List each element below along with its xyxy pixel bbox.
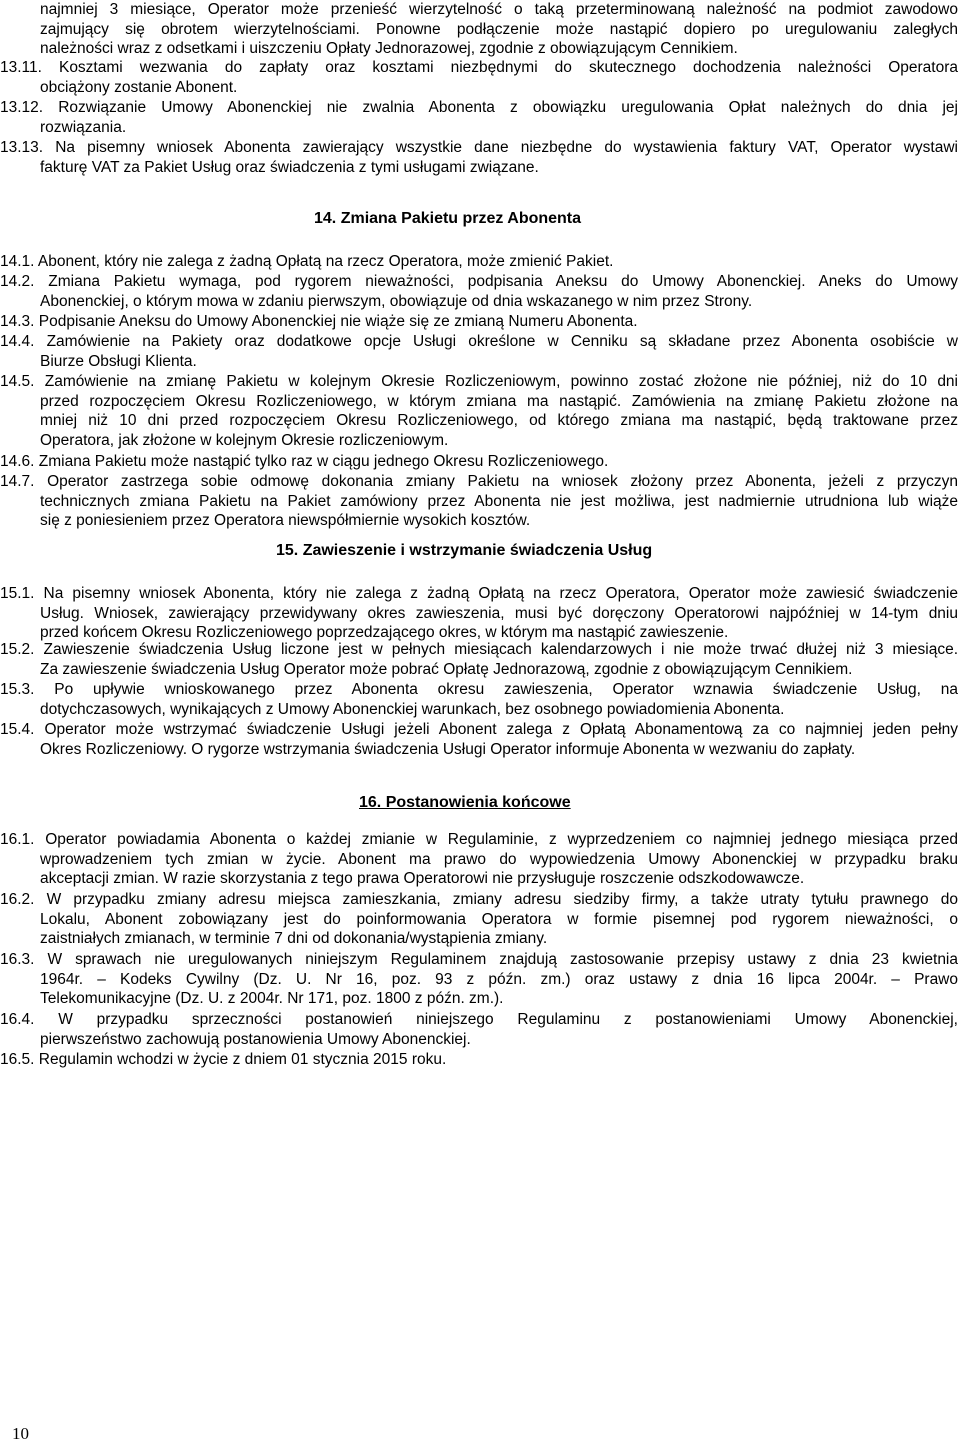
text-line: 16.5. Regulamin wchodzi w życie z dniem 01 stycznia 2015 roku. xyxy=(0,1051,447,1068)
text-line: 16.1. Operator powiadamia Abonenta o każdej zmianie w Regulaminie, z wyprzedzeniem co najmniej jednego miesiąca przed xyxy=(0,831,958,848)
text-line: 14.7. Operator zastrzega sobie odmowę dokonania zmiany Pakietu na wniosek złożony przez Abonenta, jeżeli z przyczyn xyxy=(0,473,958,490)
text-line: najmniej 3 miesiące, Operator może przenieść wierzytelność o taką przeterminowaną należność na podmiot zawodowo xyxy=(40,1,958,18)
text-line: rozwiązania. xyxy=(40,118,127,136)
text-line: 15.4. Operator może wstrzymać świadczenie Usługi jeżeli Abonent zalega z Opłatą Abonamentową za co najmniej jeden pełny xyxy=(0,721,958,738)
section-heading: 14. Zmiana Pakietu przez Abonenta xyxy=(314,210,582,227)
text-line: 1964r. – Kodeks Cywilny (Dz. U. Nr 16, poz. 93 z późn. zm.) oraz ustawy z dnia 16 lipca 2004r. – Prawo xyxy=(40,970,958,988)
section-heading: 15. Zawieszenie i wstrzymanie świadczenia Usług xyxy=(276,542,653,559)
text-line: zaistniałych zmianach, w terminie 7 dni od dokonania/wystąpienia zmiany. xyxy=(40,930,548,947)
text-line: 14.3. Podpisanie Aneksu do Umowy Abonenckiej nie wiąże się ze zmianą Numeru Abonenta. xyxy=(0,313,638,330)
text-line: Biurze Obsługi Klienta. xyxy=(40,352,197,370)
text-line: Operatora, jak złożone w kolejnym Okresie rozliczeniowym. xyxy=(40,431,449,449)
text-line: Usług. Wniosek, zawierający przewidywany okres zawieszenia, musi być doręczony Operatorowi najpóźniej w 14-tym dniu xyxy=(40,604,958,622)
text-line: 14.5. Zamówienie na zmianę Pakietu w kolejnym Okresie Rozliczeniowym, powinno zostać złożone nie później, niż do 10 dni xyxy=(0,373,958,390)
text-line: obciążony zostanie Abonent. xyxy=(40,78,238,96)
text-line: 15.3. Po upływie wnioskowanego przez Abonenta okresu zawieszenia, Operator wznawia świadczenie Usług, na xyxy=(0,681,958,698)
text-line: Okres Rozliczeniowy. O rygorze wstrzymania świadczenia Usługi Operator informuje Abonenta w wezwaniu do zapłaty. xyxy=(40,740,856,758)
text-line: 13.12. Rozwiązanie Umowy Abonenckiej nie zwalnia Abonenta z obowiązku uregulowania Opłat należnych do dnia jej xyxy=(0,99,958,116)
text-line: Lokalu, Abonent zobowiązany jest do poinformowania Operatora w formie pisemnej pod rygorem nieważności, o xyxy=(40,910,958,928)
text-line: 15.1. Na pisemny wniosek Abonenta, który nie zalega z żadną Opłatą na rzecz Operatora, Operator może zawiesić świadczenie xyxy=(0,585,958,602)
text-line: 14.1. Abonent, który nie zalega z żadną Opłatą na rzecz Operatora, może zmienić Pakiet. xyxy=(0,253,614,270)
text-line: pierwszeństwo zachowują postanowienia Umowy Abonenckiej. xyxy=(40,1030,471,1048)
text-line: akceptacji zmian. W razie skorzystania z tego prawa Operatorowi nie przysługuje roszczenie odszkodowawcze. xyxy=(40,870,805,887)
text-line: 15.2. Zawieszenie świadczenia Usług liczone jest w pełnych miesiącach kalendarzowych i nie może trwać dłużej niż 3 miesiące. xyxy=(0,641,958,658)
text-line: Abonenckiej, o którym mowa w zdaniu pierwszym, obowiązuje od dnia wskazanego w nim przez Strony. xyxy=(40,292,753,310)
text-line: dotychczasowych, wynikających z Umowy Abonenckiej warunkach, bez osobnego powiadomienia Abonenta. xyxy=(40,700,785,718)
text-line: fakturę VAT za Pakiet Usług oraz świadczenia z tymi usługami związane. xyxy=(40,158,539,176)
text-line: mniej niż 10 dni przed rozpoczęciem Okresu Rozliczeniowego, od którego zmiana ma nastąpić, będą traktowane przez xyxy=(40,412,958,429)
text-line: Za zawieszenie świadczenia Usług Operator może pobrać Opłatę Jednorazową, zgodnie z obowiązującym Cennikiem. xyxy=(40,660,853,678)
text-line: przed końcem Okresu Rozliczeniowego poprzedzającego okres, w którym ma nastąpić zawieszenie. xyxy=(40,624,729,641)
text-line: przed rozpoczęciem Okresu Rozliczeniowego, w którym zmiana ma nastąpić. Zamówienia na zmianę Pakietu złożone na xyxy=(40,392,958,410)
text-line: technicznych zmiana Pakietu na Pakiet zamówiony przez Abonenta nie jest możliwa, jest nadmiernie utrudniona lub wiąże xyxy=(40,492,958,510)
text-line: 14.6. Zmiana Pakietu może nastąpić tylko raz w ciągu jednego Okresu Rozliczeniowego. xyxy=(0,453,609,470)
text-line: 16.4. W przypadku sprzeczności postanowień niniejszego Regulaminu z postanowieniami Umowy Abonenckiej, xyxy=(0,1011,958,1028)
page-number: 10 xyxy=(12,1424,29,1443)
text-line: 16.2. W przypadku zmiany adresu miejsca zamieszkania, zmiany adresu siedziby firmy, a także utraty tytułu prawnego do xyxy=(0,891,958,908)
text-line: należności wraz z odsetkami i uiszczeniu Opłaty Jednorazowej, zgodnie z obowiązującym Cennikiem. xyxy=(40,40,738,57)
text-line: 14.2. Zmiana Pakietu wymaga, pod rygorem nieważności, podpisania Aneksu do Umowy Abonenckiej. Aneks do Umowy xyxy=(0,273,958,290)
text-line: 13.13. Na pisemny wniosek Abonenta zawierający wszystkie dane niezbędne do wystawienia faktury VAT, Operator wystawi xyxy=(0,139,958,156)
text-line: Telekomunikacyjne (Dz. U. z 2004r. Nr 171, poz. 1800 z późn. zm.). xyxy=(40,990,504,1007)
text-line: 14.4. Zamówienie na Pakiety oraz dodatkowe opcje Usługi określone w Cenniku są składane przez Abonenta osobiście w xyxy=(0,333,958,350)
text-line: się z poniesieniem przez Operatora niewspółmiernie wysokich kosztów. xyxy=(40,512,531,529)
text-line: 13.11. Kosztami wezwania do zapłaty oraz kosztami niezbędnymi do skutecznego dochodzenia należności Operatora xyxy=(0,59,958,76)
text-line: wprowadzeniem tych zmian w życie. Abonent ma prawo do wypowiedzenia Umowy Abonenckiej w przypadku braku xyxy=(40,850,958,868)
text-line: 16.3. W sprawach nie uregulowanych niniejszym Regulaminem znajdują zastosowanie przepisy ustawy z dnia 23 kwietnia xyxy=(0,951,958,968)
section-heading: 16. Postanowienia końcowe xyxy=(359,794,571,811)
text-line: zajmujący się obrotem wierzytelnościami. Ponowne podłączenie może nastąpić dopiero po uregulowaniu zaległych xyxy=(40,20,958,38)
